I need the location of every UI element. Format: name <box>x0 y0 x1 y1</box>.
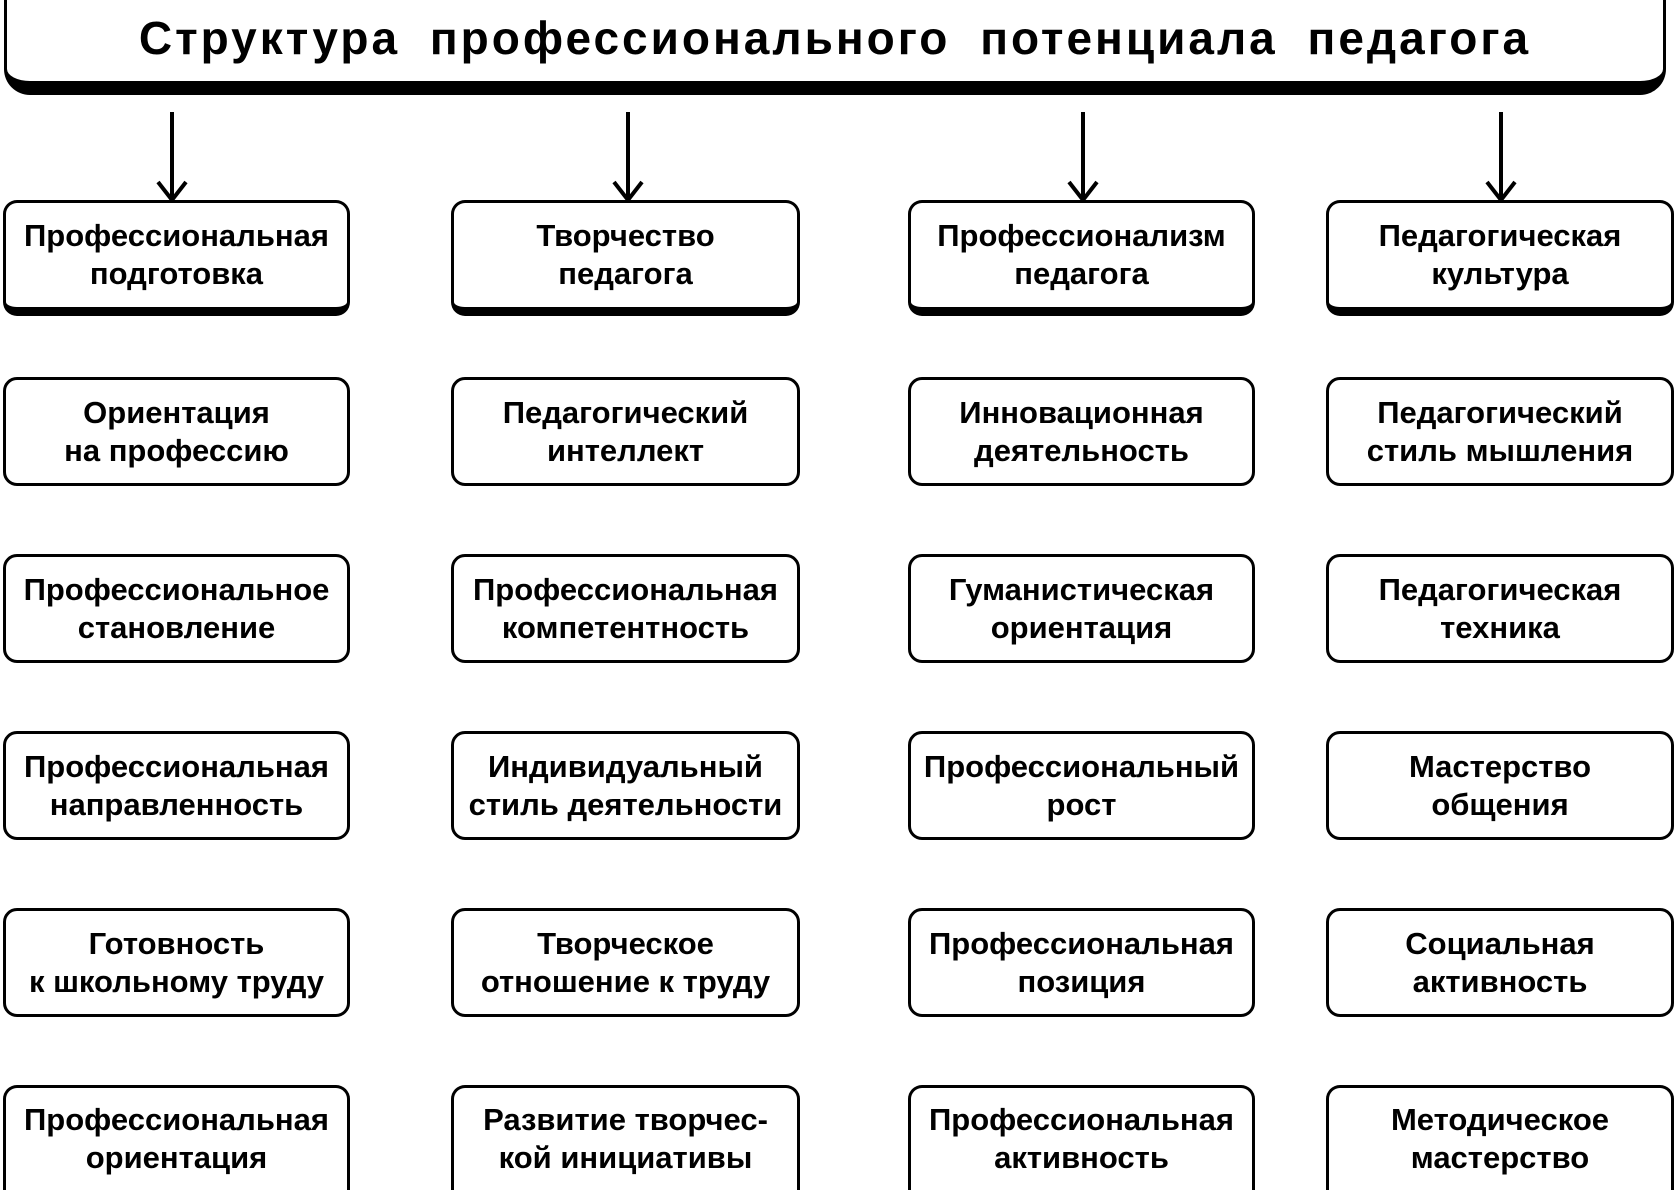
column-2-item-5: Развитие творчес- кой инициативы <box>451 1085 800 1190</box>
column-4-item-1: Педагогический стиль мышления <box>1326 377 1674 486</box>
column-4-header: Педагогическая культура <box>1326 200 1674 316</box>
column-2-item-2: Профессиональная компетентность <box>451 554 800 663</box>
column-3-item-2: Гуманистическая ориентация <box>908 554 1255 663</box>
column-4-item-4: Социальная активность <box>1326 908 1674 1017</box>
arrowhead-col-3 <box>1069 182 1097 200</box>
column-4-item-3: Мастерство общения <box>1326 731 1674 840</box>
column-1-item-2: Профессиональное становление <box>3 554 350 663</box>
column-1-item-3: Профессиональная направленность <box>3 731 350 840</box>
column-2-item-3: Индивидуальный стиль деятельности <box>451 731 800 840</box>
column-1-item-4: Готовность к школьному труду <box>3 908 350 1017</box>
column-1-item-5: Профессиональная ориентация <box>3 1085 350 1190</box>
column-3-item-1: Инновационная деятельность <box>908 377 1255 486</box>
column-2-item-4: Творческое отношение к труду <box>451 908 800 1017</box>
diagram-title-box <box>4 0 1666 95</box>
column-2-header: Творчество педагога <box>451 200 800 316</box>
column-3-item-4: Профессиональная позиция <box>908 908 1255 1017</box>
arrowhead-col-2 <box>614 182 642 200</box>
column-3-item-5: Профессиональная активность <box>908 1085 1255 1190</box>
arrowhead-col-4 <box>1487 182 1515 200</box>
diagram-title: Структура профессионального потенциала педагога <box>138 11 1532 64</box>
column-1-item-1: Ориентация на профессию <box>3 377 350 486</box>
column-2-item-1: Педагогический интеллект <box>451 377 800 486</box>
column-3-item-3: Профессиональный рост <box>908 731 1255 840</box>
column-3-header: Профессионализм педагога <box>908 200 1255 316</box>
column-1-header: Профессиональная подготовка <box>3 200 350 316</box>
column-4-item-5: Методическое мастерство <box>1326 1085 1674 1190</box>
column-4-item-2: Педагогическая техника <box>1326 554 1674 663</box>
arrowhead-col-1 <box>158 182 186 200</box>
